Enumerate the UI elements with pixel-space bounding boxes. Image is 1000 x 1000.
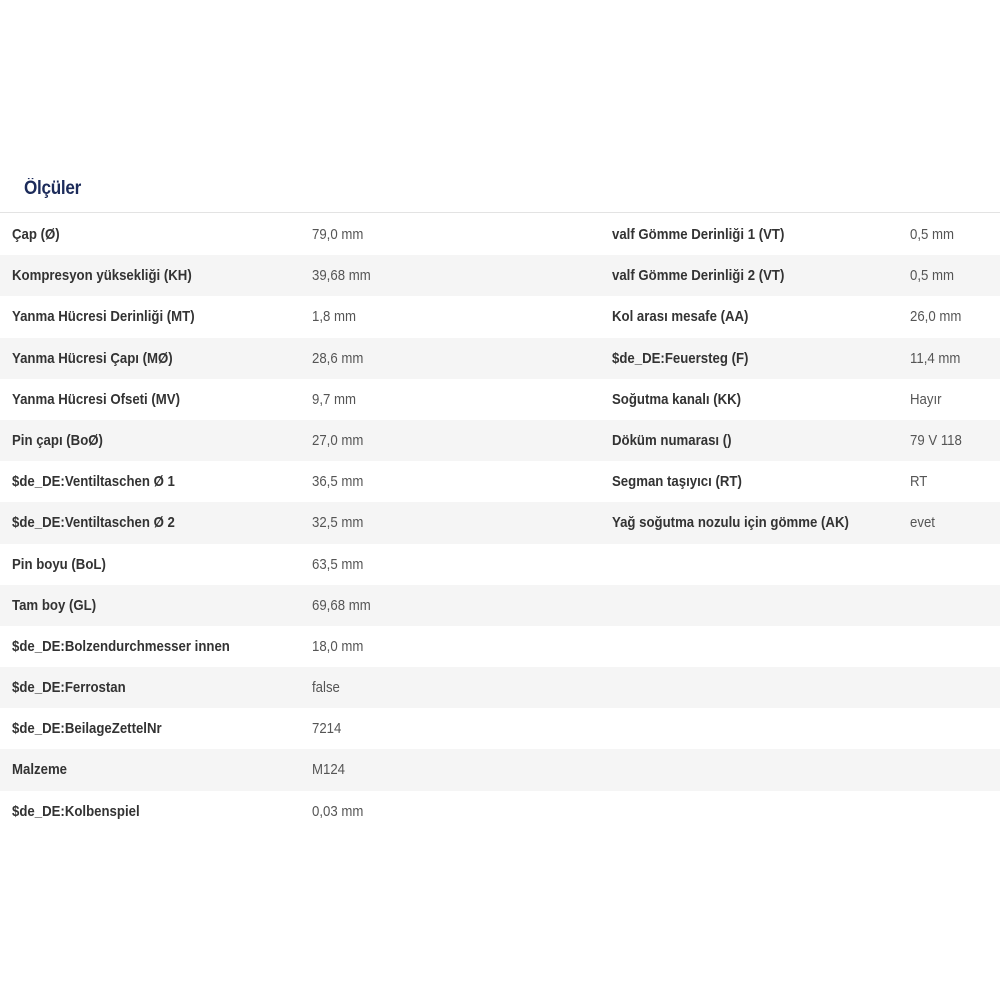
- table-row: [0, 544, 1000, 585]
- spec-label: Yağ soğutma nozulu için gömme (AK): [612, 514, 849, 532]
- spec-label: Tam boy (GL): [12, 596, 97, 614]
- table-row: [0, 502, 1000, 543]
- spec-label: Pin boyu (BoL): [12, 555, 106, 573]
- spec-label: $de_DE:Ferrostan: [12, 679, 126, 697]
- spec-label: $de_DE:Feuersteg (F): [612, 349, 749, 367]
- spec-label: $de_DE:Bolzendurchmesser innen: [12, 637, 230, 655]
- spec-value: 7214: [312, 720, 342, 738]
- spec-label: Yanma Hücresi Derinliği (MT): [12, 308, 195, 326]
- table-row: [0, 420, 1000, 461]
- spec-value: 79,0 mm: [312, 226, 364, 243]
- table-row: [0, 214, 1000, 255]
- spec-label: $de_DE:Ventiltaschen Ø 1: [12, 473, 175, 491]
- spec-label: Soğutma kanalı (KK): [612, 390, 742, 408]
- spec-label: Döküm numarası (): [612, 431, 732, 449]
- table-row: [0, 379, 1000, 420]
- spec-value: 28,6 mm: [312, 349, 364, 367]
- spec-value: 69,68 mm: [312, 596, 371, 614]
- spec-label: $de_DE:Kolbenspiel: [12, 802, 140, 820]
- spec-value: 39,68 mm: [312, 267, 371, 285]
- spec-label: Kompresyon yüksekliği (KH): [12, 267, 192, 285]
- spec-label: valf Gömme Derinliği 2 (VT): [612, 267, 785, 285]
- spec-value: 36,5 mm: [312, 473, 364, 491]
- spec-value: 0,03 mm: [312, 802, 364, 820]
- spec-value: 0,5 mm: [910, 226, 955, 243]
- spec-label: $de_DE:Ventiltaschen Ø 2: [12, 514, 175, 532]
- spec-value: 18,0 mm: [312, 637, 364, 655]
- spec-value: 1,8 mm: [312, 308, 357, 326]
- table-row: [0, 296, 1000, 337]
- title-divider: [0, 212, 1000, 213]
- spec-value: 63,5 mm: [312, 555, 364, 573]
- table-row: [0, 255, 1000, 296]
- spec-label: valf Gömme Derinliği 1 (VT): [612, 226, 785, 243]
- spec-value: M124: [312, 761, 346, 779]
- spec-label: Yanma Hücresi Çapı (MØ): [12, 349, 173, 367]
- spec-value: 0,5 mm: [910, 267, 955, 285]
- spec-value: 26,0 mm: [910, 308, 962, 326]
- spec-label: Kol arası mesafe (AA): [612, 308, 749, 326]
- specs-table: [0, 214, 1000, 832]
- table-row: [0, 791, 1000, 832]
- spec-value: false: [312, 679, 340, 697]
- spec-label: Pin çapı (BoØ): [12, 431, 103, 449]
- spec-value: 32,5 mm: [312, 514, 364, 532]
- table-row: [0, 461, 1000, 502]
- spec-label: Segman taşıyıcı (RT): [612, 473, 742, 491]
- spec-value: 11,4 mm: [910, 349, 961, 367]
- section-title: Ölçüler: [24, 178, 82, 199]
- spec-label: Yanma Hücresi Ofseti (MV): [12, 390, 180, 408]
- table-row: [0, 667, 1000, 708]
- spec-value: Hayır: [910, 390, 942, 408]
- table-row: [0, 626, 1000, 667]
- spec-label: Çap (Ø): [12, 226, 60, 243]
- spec-value: evet: [910, 514, 935, 532]
- table-row: [0, 585, 1000, 626]
- spec-label: Malzeme: [12, 761, 68, 779]
- spec-value: 27,0 mm: [312, 431, 364, 449]
- table-row: [0, 338, 1000, 379]
- spec-value: 79 V 118: [910, 431, 962, 449]
- spec-value: 9,7 mm: [312, 390, 357, 408]
- spec-label: $de_DE:BeilageZettelNr: [12, 720, 162, 738]
- table-row: [0, 749, 1000, 790]
- spec-value: RT: [910, 473, 928, 491]
- table-row: [0, 708, 1000, 749]
